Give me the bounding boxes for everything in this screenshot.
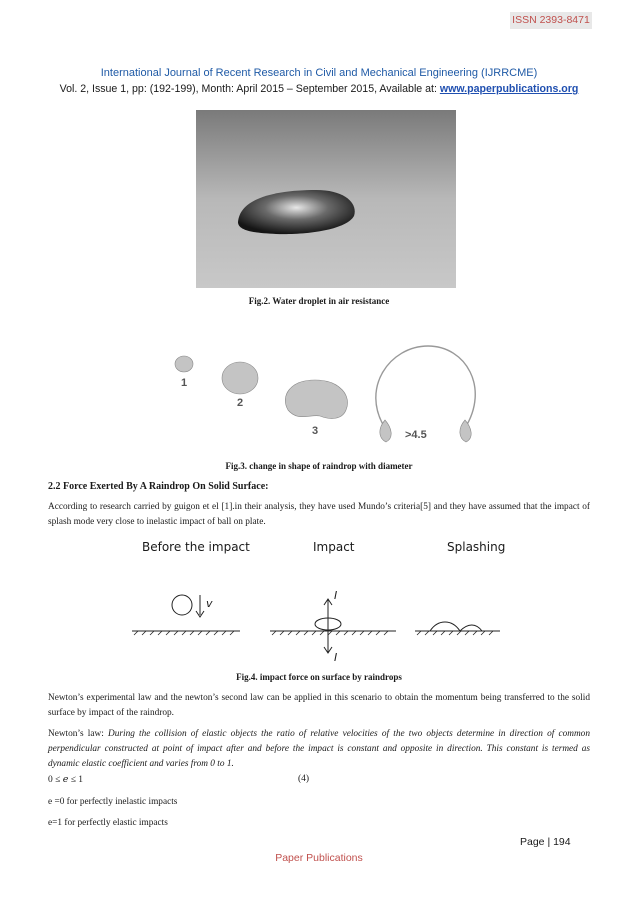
drop-label-4: >4.5 xyxy=(405,429,427,441)
raindrop-shapes-figure xyxy=(160,338,500,450)
drop-label-2: 2 xyxy=(237,397,244,409)
issn-badge: ISSN 2393-8471 xyxy=(510,12,592,29)
inelastic-line: e =0 for perfectly inelastic impacts xyxy=(48,797,178,807)
paragraph-1: According to research carried by guigon et el [1].in their analysis, they have used Mundo’s criteria[5] and they have assumed that the impact of splash mode very close to inelastic impact of ball on plate. xyxy=(48,502,590,527)
journal-title: International Journal of Recent Research in Civil and Mechanical Engineering (IJRRCME) xyxy=(100,67,538,79)
velocity-symbol: v xyxy=(206,597,213,610)
paragraph-3 xyxy=(48,727,590,772)
hatch-1 xyxy=(134,631,234,635)
publisher-footer: Paper Publications xyxy=(275,852,363,864)
volume-text: Vol. 2, Issue 1, pp: (192-199), Month: April 2015 – September 2015, Available at: xyxy=(59,83,440,95)
fig4-caption: Fig.4. impact force on surface by raindrops xyxy=(236,672,402,682)
law-text: During the collision of elastic objects the ratio of relative velocities of the two objects determine in direction of common perpendicular constructed at point of impact after and before the impact is constant and opposite in direction. This constant is termed as dynamic elastic coefficient and varies from 0 to 1. xyxy=(48,729,590,769)
before-impact-label: Before the impact xyxy=(142,540,250,554)
paragraph-2: Newton’s experimental law and the newton’s second law can be applied in this scenario to obtain the momentum being transferred to the solid surface by impact of the raindrop. xyxy=(48,693,590,718)
drop-circle xyxy=(172,595,192,615)
website-link[interactable]: www.paperpublications.org xyxy=(439,83,579,95)
volume-line xyxy=(40,83,598,95)
fig3-caption: Fig.3. change in shape of raindrop with diameter xyxy=(225,461,413,471)
impact-label: Impact xyxy=(313,540,355,554)
force-symbol-bottom: I xyxy=(334,651,338,663)
equation-number: (4) xyxy=(298,774,310,784)
drop-4-right xyxy=(460,420,471,442)
fig2-caption: Fig.2. Water droplet in air resistance xyxy=(248,296,390,306)
hatch-2 xyxy=(272,631,388,635)
droplet-image xyxy=(196,110,456,288)
hatch-3 xyxy=(417,631,493,635)
splashing-label: Splashing xyxy=(447,540,506,554)
splash-bump-left xyxy=(430,622,460,631)
elastic-line: e=1 for perfectly elastic impacts xyxy=(48,818,168,828)
force-symbol-top: I xyxy=(334,589,338,602)
law-label: Newton’s law: xyxy=(48,729,108,739)
drop-label-1: 1 xyxy=(181,377,188,389)
equation: 0 ≤ 𝑒 ≤ 1 xyxy=(48,775,84,785)
drop-2 xyxy=(222,362,258,394)
page-number: Page | 194 xyxy=(520,836,571,848)
impact-figure xyxy=(130,535,510,663)
droplet-photo xyxy=(196,110,456,288)
drop-3 xyxy=(285,380,347,418)
drop-4-arc xyxy=(376,346,475,428)
section-heading: 2.2 Force Exerted By A Raindrop On Solid Surface: xyxy=(48,481,269,492)
drop-1 xyxy=(175,356,193,372)
splash-bump-right xyxy=(460,625,482,631)
drop-label-3: 3 xyxy=(312,425,319,437)
